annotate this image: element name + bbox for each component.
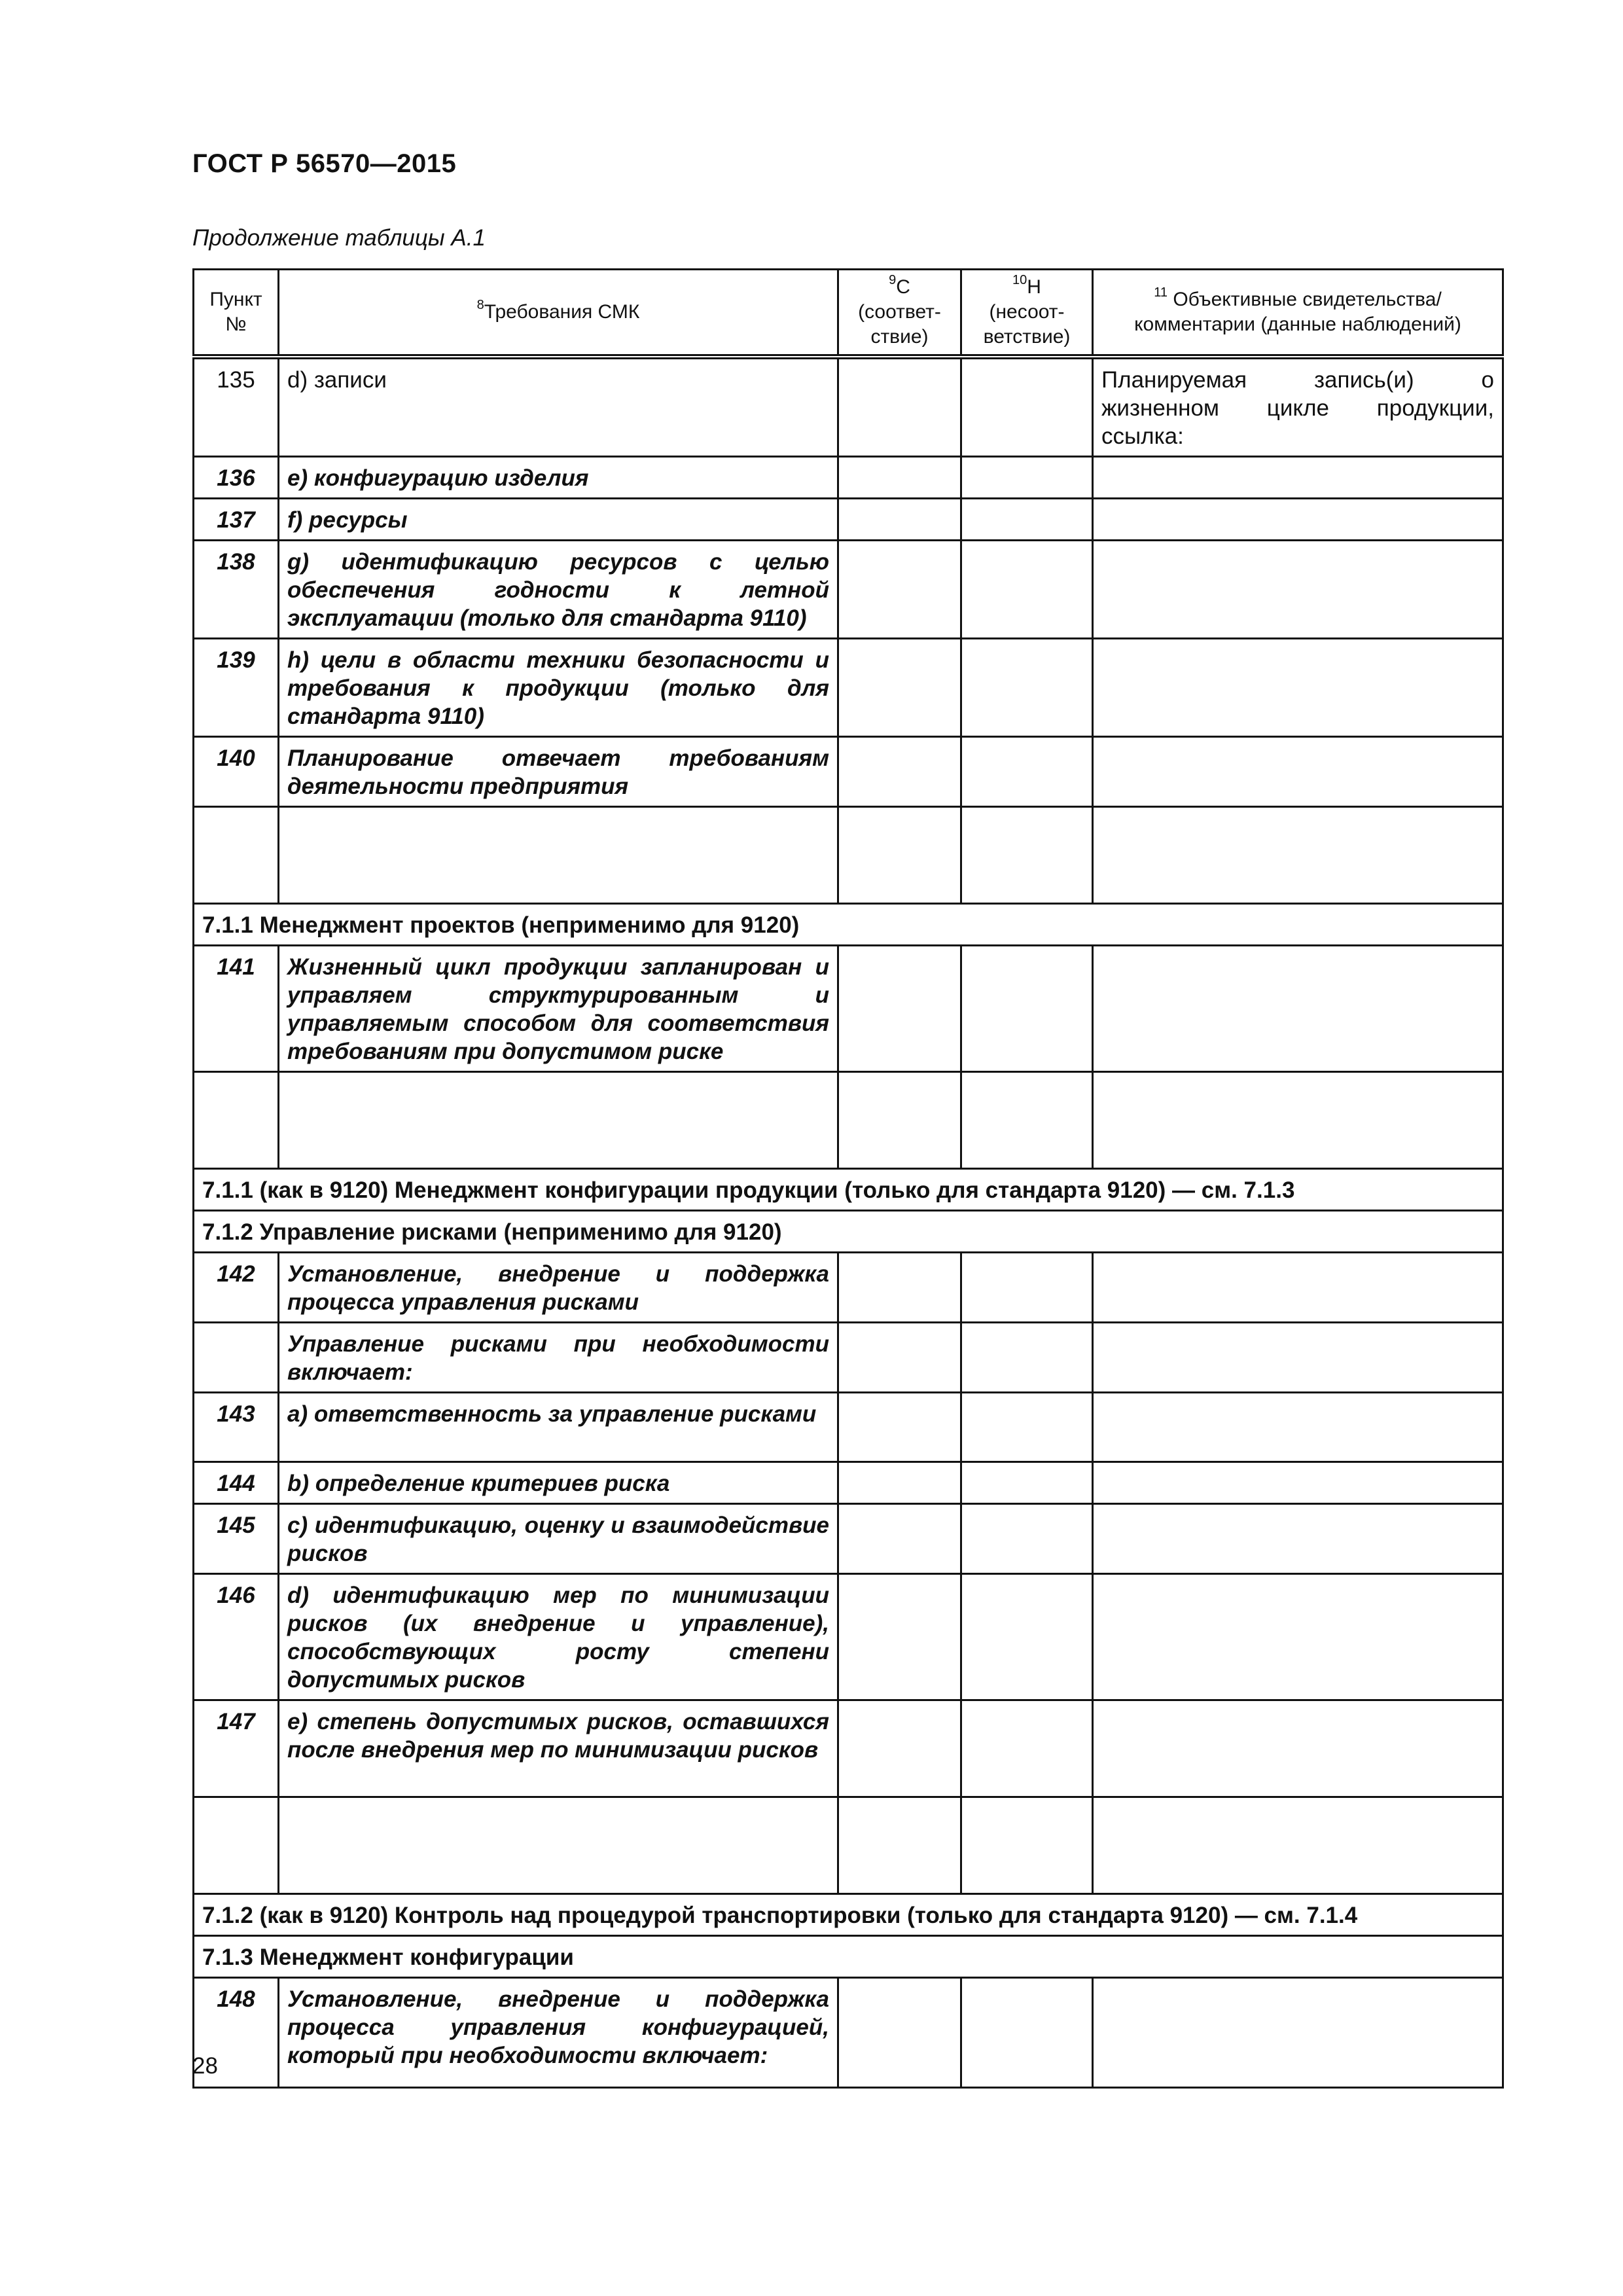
col-header-conformity bbox=[838, 270, 961, 357]
empty-row bbox=[194, 1797, 1503, 1894]
item-number: 136 bbox=[194, 457, 279, 499]
nonconformity-cell[interactable] bbox=[961, 639, 1093, 737]
nonconformity-cell[interactable] bbox=[961, 1700, 1093, 1797]
conformity-cell[interactable] bbox=[838, 639, 961, 737]
conformity-cell[interactable] bbox=[838, 1072, 961, 1169]
conformity-cell[interactable] bbox=[838, 737, 961, 807]
item-number: 139 bbox=[194, 639, 279, 737]
nonconformity-cell[interactable] bbox=[961, 1462, 1093, 1504]
item-number: 138 bbox=[194, 541, 279, 639]
evidence-cell[interactable] bbox=[1093, 541, 1503, 639]
section-heading: 7.1.1 (как в 9120) Менеджмент конфигурации продукции (только для стандарта 9120) — см. 7.1.3 bbox=[194, 1169, 1503, 1211]
conformity-cell[interactable] bbox=[838, 457, 961, 499]
section-heading: 7.1.3 Менеджмент конфигурации bbox=[194, 1936, 1503, 1978]
evidence-cell[interactable] bbox=[1093, 1797, 1503, 1894]
conformity-cell[interactable] bbox=[838, 1978, 961, 2088]
item-number bbox=[194, 1797, 279, 1894]
item-number: 146 bbox=[194, 1574, 279, 1700]
table-caption: Продолжение таблицы А.1 bbox=[192, 225, 486, 251]
requirement-text: d) записи bbox=[279, 357, 838, 457]
nonconformity-cell[interactable] bbox=[961, 357, 1093, 457]
nonconformity-cell[interactable] bbox=[961, 1504, 1093, 1574]
table-row bbox=[194, 1574, 1503, 1700]
evidence-cell[interactable] bbox=[1093, 1574, 1503, 1700]
requirement-text: g) идентификацию ресурсов с целью обеспечения годности к летной эксплуатации (только для стандарта 9110) bbox=[279, 541, 838, 639]
evidence-cell[interactable] bbox=[1093, 1462, 1503, 1504]
evidence-cell[interactable] bbox=[1093, 1072, 1503, 1169]
nonconformity-cell[interactable] bbox=[961, 1978, 1093, 2088]
requirement-text bbox=[279, 807, 838, 904]
requirement-text bbox=[279, 1797, 838, 1894]
section-row bbox=[194, 1894, 1503, 1936]
evidence-cell[interactable] bbox=[1093, 1253, 1503, 1323]
col-header-nonconformity-letter: Н bbox=[1027, 276, 1041, 298]
evidence-cell[interactable] bbox=[1093, 737, 1503, 807]
nonconformity-cell[interactable] bbox=[961, 946, 1093, 1072]
footnote-mark: 9 bbox=[889, 273, 897, 287]
table-row bbox=[194, 541, 1503, 639]
nonconformity-cell[interactable] bbox=[961, 737, 1093, 807]
conformity-cell[interactable] bbox=[838, 807, 961, 904]
col-header-requirements bbox=[279, 270, 838, 357]
table-row bbox=[194, 1978, 1503, 2088]
nonconformity-cell[interactable] bbox=[961, 1072, 1093, 1169]
requirement-text: b) определение критериев риска bbox=[279, 1462, 838, 1504]
conformity-cell[interactable] bbox=[838, 357, 961, 457]
nonconformity-cell[interactable] bbox=[961, 807, 1093, 904]
requirement-text: f) ресурсы bbox=[279, 499, 838, 541]
section-row bbox=[194, 1211, 1503, 1253]
item-number: 137 bbox=[194, 499, 279, 541]
table-header-row bbox=[194, 270, 1503, 357]
col-header-evidence bbox=[1093, 270, 1503, 357]
requirement-text: h) цели в области техники безопасности и требования к продукции (только для стандарта 9110) bbox=[279, 639, 838, 737]
table-row bbox=[194, 946, 1503, 1072]
table-row bbox=[194, 1462, 1503, 1504]
conformity-cell[interactable] bbox=[838, 1393, 961, 1462]
conformity-cell[interactable] bbox=[838, 1462, 961, 1504]
nonconformity-cell[interactable] bbox=[961, 1323, 1093, 1393]
table-row bbox=[194, 357, 1503, 457]
item-number: 140 bbox=[194, 737, 279, 807]
evidence-cell[interactable] bbox=[1093, 1323, 1503, 1393]
conformity-cell[interactable] bbox=[838, 946, 961, 1072]
requirement-text: e) конфигурацию изделия bbox=[279, 457, 838, 499]
table-row bbox=[194, 499, 1503, 541]
requirements-table bbox=[192, 268, 1504, 2089]
table-row bbox=[194, 1323, 1503, 1393]
conformity-cell[interactable] bbox=[838, 1323, 961, 1393]
conformity-cell[interactable] bbox=[838, 541, 961, 639]
requirement-text: c) идентификацию, оценку и взаимодействие рисков bbox=[279, 1504, 838, 1574]
conformity-cell[interactable] bbox=[838, 1700, 961, 1797]
item-number: 148 bbox=[194, 1978, 279, 2088]
evidence-cell[interactable]: Планируемая запись(и) о жизненном цикле продукции, ссылка: bbox=[1093, 357, 1503, 457]
requirement-text: Управление рисками при необходимости включает: bbox=[279, 1323, 838, 1393]
table-row bbox=[194, 737, 1503, 807]
footnote-mark: 10 bbox=[1012, 273, 1027, 287]
evidence-cell[interactable] bbox=[1093, 807, 1503, 904]
footnote-mark: 11 bbox=[1154, 285, 1168, 300]
table-row bbox=[194, 639, 1503, 737]
section-row bbox=[194, 1936, 1503, 1978]
requirement-text: Установление, внедрение и поддержка процесса управления рисками bbox=[279, 1253, 838, 1323]
evidence-cell[interactable] bbox=[1093, 946, 1503, 1072]
section-heading: 7.1.2 (как в 9120) Контроль над процедурой транспортировки (только для стандарта 9120) — см. 7.1.4 bbox=[194, 1894, 1503, 1936]
item-number: 135 bbox=[194, 357, 279, 457]
document-title: ГОСТ Р 56570—2015 bbox=[192, 149, 457, 178]
nonconformity-cell[interactable] bbox=[961, 541, 1093, 639]
table-row bbox=[194, 1504, 1503, 1574]
requirement-text: a) ответственность за управление рисками bbox=[279, 1393, 838, 1462]
col-header-requirements-label: Требования СМК bbox=[484, 301, 640, 323]
col-header-nonconformity bbox=[961, 270, 1093, 357]
requirement-text: Жизненный цикл продукции запланирован и управляем структурированным и управляемым способом для соответствия требованиям при допустимом риске bbox=[279, 946, 838, 1072]
conformity-cell[interactable] bbox=[838, 1574, 961, 1700]
col-header-conformity-letter: С bbox=[896, 276, 910, 298]
page-number: 28 bbox=[192, 2053, 218, 2079]
item-number bbox=[194, 1072, 279, 1169]
evidence-cell[interactable] bbox=[1093, 457, 1503, 499]
section-heading: 7.1.1 Менеджмент проектов (неприменимо для 9120) bbox=[194, 904, 1503, 946]
col-header-item bbox=[194, 270, 279, 357]
nonconformity-cell[interactable] bbox=[961, 1393, 1093, 1462]
requirement-text bbox=[279, 1072, 838, 1169]
evidence-cell[interactable] bbox=[1093, 1978, 1503, 2088]
item-number: 142 bbox=[194, 1253, 279, 1323]
item-number: 141 bbox=[194, 946, 279, 1072]
conformity-cell[interactable] bbox=[838, 1253, 961, 1323]
nonconformity-cell[interactable] bbox=[961, 1253, 1093, 1323]
nonconformity-cell[interactable] bbox=[961, 1797, 1093, 1894]
table-row bbox=[194, 1253, 1503, 1323]
evidence-cell[interactable] bbox=[1093, 639, 1503, 737]
item-number: 145 bbox=[194, 1504, 279, 1574]
section-heading: 7.1.2 Управление рисками (неприменимо для 9120) bbox=[194, 1211, 1503, 1253]
empty-row bbox=[194, 1072, 1503, 1169]
col-header-nonconformity-label: (несоот-ветствие) bbox=[983, 301, 1071, 348]
requirement-text: Установление, внедрение и поддержка процесса управления конфигурацией, который при необходимости включает: bbox=[279, 1978, 838, 2088]
table-row bbox=[194, 1700, 1503, 1797]
item-number bbox=[194, 1323, 279, 1393]
requirement-text: Планирование отвечает требованиям деятельности предприятия bbox=[279, 737, 838, 807]
evidence-cell[interactable] bbox=[1093, 1393, 1503, 1462]
nonconformity-cell[interactable] bbox=[961, 1574, 1093, 1700]
section-row bbox=[194, 904, 1503, 946]
section-row bbox=[194, 1169, 1503, 1211]
evidence-cell[interactable] bbox=[1093, 499, 1503, 541]
col-header-conformity-label: (соответ-ствие) bbox=[858, 301, 941, 348]
conformity-cell[interactable] bbox=[838, 1797, 961, 1894]
item-number bbox=[194, 807, 279, 904]
evidence-cell[interactable] bbox=[1093, 1504, 1503, 1574]
table-row bbox=[194, 457, 1503, 499]
nonconformity-cell[interactable] bbox=[961, 499, 1093, 541]
conformity-cell[interactable] bbox=[838, 1504, 961, 1574]
item-number: 144 bbox=[194, 1462, 279, 1504]
evidence-cell[interactable] bbox=[1093, 1700, 1503, 1797]
conformity-cell[interactable] bbox=[838, 499, 961, 541]
empty-row bbox=[194, 807, 1503, 904]
requirement-text: e) степень допустимых рисков, оставшихся после внедрения мер по минимизации рисков bbox=[279, 1700, 838, 1797]
item-number: 147 bbox=[194, 1700, 279, 1797]
footnote-mark: 8 bbox=[476, 298, 484, 312]
col-header-item-label: Пункт № bbox=[209, 289, 262, 335]
item-number: 143 bbox=[194, 1393, 279, 1462]
nonconformity-cell[interactable] bbox=[961, 457, 1093, 499]
requirement-text: d) идентификацию мер по минимизации рисков (их внедрение и управление), способствующих росту степени допустимых рисков bbox=[279, 1574, 838, 1700]
table-row bbox=[194, 1393, 1503, 1462]
col-header-evidence-label: Объективные свидетельства/ комментарии (данные наблюдений) bbox=[1134, 289, 1461, 335]
